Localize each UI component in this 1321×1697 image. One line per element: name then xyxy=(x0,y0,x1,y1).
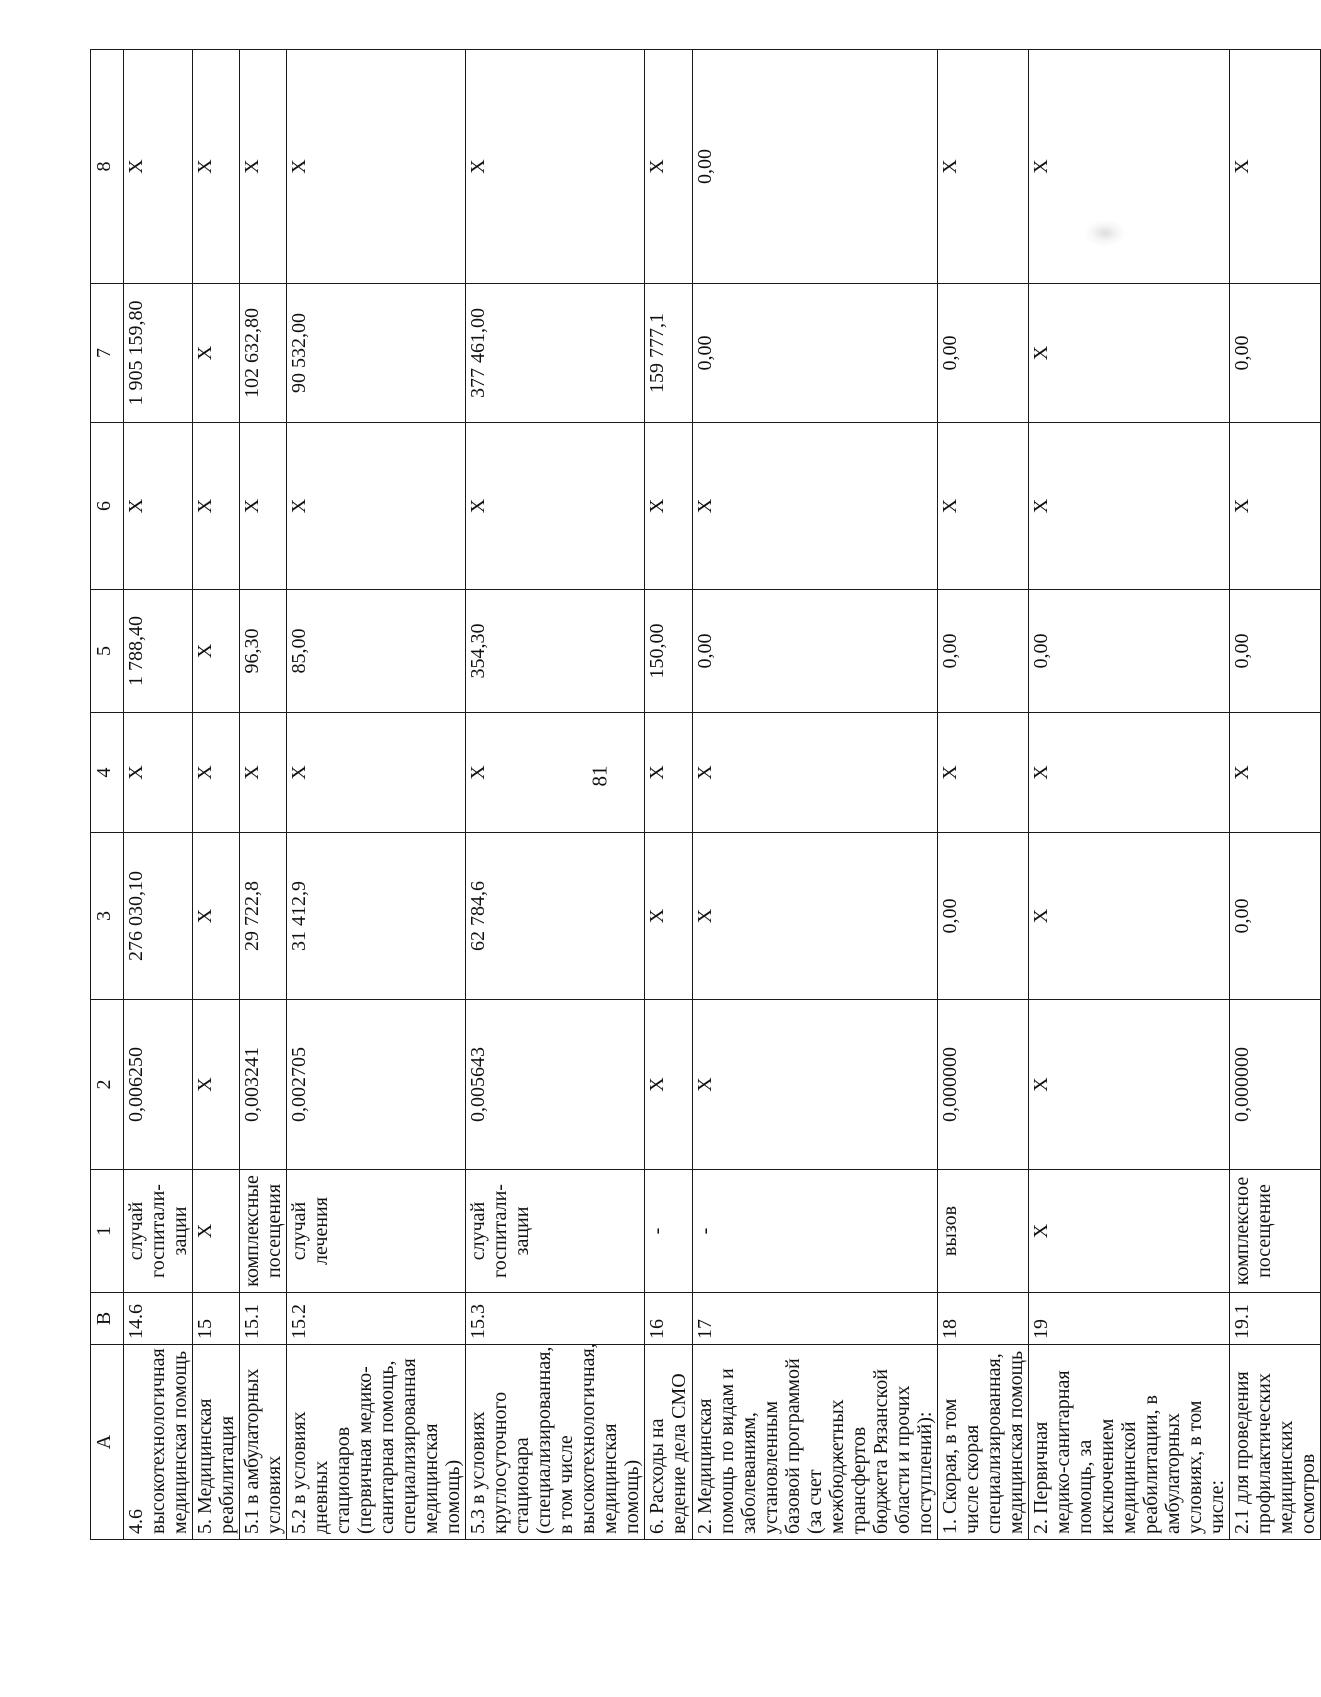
unit-cell: X xyxy=(1029,1170,1230,1293)
unit-cell: X xyxy=(193,1170,240,1293)
value-cell: 31 412,9 xyxy=(287,833,466,1000)
unit-cell: - xyxy=(645,1170,693,1293)
value-cell: 90 532,00 xyxy=(287,284,466,423)
row-label: 5.3 в условиях круглосуточного стационара (специализированная, в том числе высокотехнологичная, медицинская помощь) xyxy=(466,1345,645,1540)
row-code: 15.3 xyxy=(466,1293,645,1345)
row-code: 15.2 xyxy=(287,1293,466,1345)
value-cell: 0,00 xyxy=(938,590,1029,713)
table-row xyxy=(193,50,240,1540)
budget-table xyxy=(90,49,1321,1540)
value-cell: X xyxy=(1029,50,1230,284)
value-cell: X xyxy=(240,713,287,833)
value-cell: X xyxy=(193,833,240,1000)
value-cell: X xyxy=(1029,284,1230,423)
column-header: 1 xyxy=(91,1170,124,1293)
value-cell: 377 461,00 xyxy=(466,284,645,423)
value-cell: X xyxy=(124,50,193,284)
row-code: 15 xyxy=(193,1293,240,1345)
value-cell: X xyxy=(693,833,938,1000)
value-cell: 0,000000 xyxy=(938,1000,1029,1170)
value-cell: X xyxy=(693,423,938,590)
column-header: 8 xyxy=(91,50,124,284)
value-cell: 0,005643 xyxy=(466,1000,645,1170)
row-label: 2. Медицинская помощь по видам и заболеваниям, установленным базовой программой (за счет межбюджетных трансфертов бюджета Рязанской области и прочих поступлений): xyxy=(693,1345,938,1540)
value-cell: X xyxy=(240,423,287,590)
table-row xyxy=(287,50,466,1540)
value-cell: X xyxy=(645,833,693,1000)
table-row xyxy=(1230,50,1321,1540)
row-code: 15.1 xyxy=(240,1293,287,1345)
value-cell: X xyxy=(124,423,193,590)
value-cell: X xyxy=(1029,1000,1230,1170)
value-cell: X xyxy=(1029,423,1230,590)
value-cell: X xyxy=(193,590,240,713)
unit-cell: вызов xyxy=(938,1170,1029,1293)
value-cell: X xyxy=(193,423,240,590)
value-cell: 62 784,6 xyxy=(466,833,645,1000)
value-cell: X xyxy=(193,1000,240,1170)
row-label: 2.1 для проведения профилактических медицинских осмотров xyxy=(1230,1345,1321,1540)
value-cell: X xyxy=(124,713,193,833)
value-cell: 150,00 xyxy=(645,590,693,713)
column-header: B xyxy=(91,1293,124,1345)
row-code: 17 xyxy=(693,1293,938,1345)
value-cell: X xyxy=(645,713,693,833)
unit-cell: комплексные посещения xyxy=(240,1170,287,1293)
value-cell: X xyxy=(287,50,466,284)
value-cell: 0,003241 xyxy=(240,1000,287,1170)
value-cell: 0,00 xyxy=(938,284,1029,423)
value-cell: 0,00 xyxy=(693,50,938,284)
table-row xyxy=(1029,50,1230,1540)
row-label: 6. Расходы на ведение дела СМО xyxy=(645,1345,693,1540)
value-cell: 85,00 xyxy=(287,590,466,713)
table-row xyxy=(645,50,693,1540)
table-row xyxy=(124,50,193,1540)
row-label: 2. Первичная медико-санитарная помощь, за исключением медицинской реабилитации, в амбулаторных условиях, в том числе: xyxy=(1029,1345,1230,1540)
column-header: 7 xyxy=(91,284,124,423)
value-cell: X xyxy=(193,284,240,423)
value-cell: 0,000000 xyxy=(1230,1000,1321,1170)
unit-cell: комплексное посещение xyxy=(1230,1170,1321,1293)
value-cell: X xyxy=(645,423,693,590)
value-cell: 0,00 xyxy=(1230,284,1321,423)
value-cell: X xyxy=(938,423,1029,590)
value-cell: X xyxy=(938,713,1029,833)
table-row xyxy=(466,50,645,1540)
value-cell: 0,00 xyxy=(938,833,1029,1000)
row-label: 5.1 в амбулаторных условиях xyxy=(240,1345,287,1540)
value-cell: X xyxy=(193,713,240,833)
value-cell: 354,30 xyxy=(466,590,645,713)
table-container xyxy=(90,50,1319,1540)
row-label: 5. Медицинская реабилитация xyxy=(193,1345,240,1540)
row-code: 19 xyxy=(1029,1293,1230,1345)
value-cell: X xyxy=(1029,713,1230,833)
table-row xyxy=(693,50,938,1540)
row-label: 1. Скорая, в том числе скорая специализированная, медицинская помощь xyxy=(938,1345,1029,1540)
unit-cell: - xyxy=(693,1170,938,1293)
value-cell: X xyxy=(1230,713,1321,833)
value-cell: 0,00 xyxy=(693,590,938,713)
column-header: 4 xyxy=(91,713,124,833)
value-cell: X xyxy=(938,50,1029,284)
value-cell: 0,00 xyxy=(1029,590,1230,713)
value-cell: 1 905 159,80 xyxy=(124,284,193,423)
value-cell: 276 030,10 xyxy=(124,833,193,1000)
value-cell: 0,00 xyxy=(693,284,938,423)
row-code: 18 xyxy=(938,1293,1029,1345)
value-cell: X xyxy=(466,50,645,284)
value-cell: 0,00 xyxy=(1230,590,1321,713)
row-label: 4.6 высокотехнологичная медицинская помощь xyxy=(124,1345,193,1540)
row-code: 16 xyxy=(645,1293,693,1345)
row-label: 5.2 в условиях дневных стационаров (первичная медико-санитарная помощь, специализированная медицинская помощь) xyxy=(287,1345,466,1540)
value-cell: 102 632,80 xyxy=(240,284,287,423)
value-cell: X xyxy=(693,1000,938,1170)
value-cell: X xyxy=(645,50,693,284)
unit-cell: случай лечения xyxy=(287,1170,466,1293)
column-header: A xyxy=(91,1345,124,1540)
row-code: 14.6 xyxy=(124,1293,193,1345)
value-cell: 1 788,40 xyxy=(124,590,193,713)
rotated-table-frame xyxy=(90,50,1319,1540)
value-cell: 159 777,1 xyxy=(645,284,693,423)
table-row xyxy=(240,50,287,1540)
value-cell: 0,002705 xyxy=(287,1000,466,1170)
value-cell: X xyxy=(645,1000,693,1170)
value-cell: X xyxy=(287,713,466,833)
value-cell: X xyxy=(693,713,938,833)
value-cell: 96,30 xyxy=(240,590,287,713)
unit-cell: случай госпитали-зации xyxy=(124,1170,193,1293)
value-cell: X xyxy=(287,423,466,590)
value-cell: 0,006250 xyxy=(124,1000,193,1170)
value-cell: X xyxy=(466,423,645,590)
value-cell: X xyxy=(466,713,645,833)
page-number: 81 xyxy=(587,765,612,787)
column-header: 5 xyxy=(91,590,124,713)
value-cell: X xyxy=(193,50,240,284)
value-cell: X xyxy=(1029,833,1230,1000)
value-cell: 29 722,8 xyxy=(240,833,287,1000)
table-row xyxy=(938,50,1029,1540)
header-row xyxy=(91,50,124,1540)
value-cell: 0,00 xyxy=(1230,833,1321,1000)
value-cell: X xyxy=(240,50,287,284)
column-header: 6 xyxy=(91,423,124,590)
value-cell: X xyxy=(1230,423,1321,590)
row-code: 19.1 xyxy=(1230,1293,1321,1345)
column-header: 2 xyxy=(91,1000,124,1170)
column-header: 3 xyxy=(91,833,124,1000)
unit-cell: случай госпитали-зации xyxy=(466,1170,645,1293)
value-cell: X xyxy=(1230,50,1321,284)
